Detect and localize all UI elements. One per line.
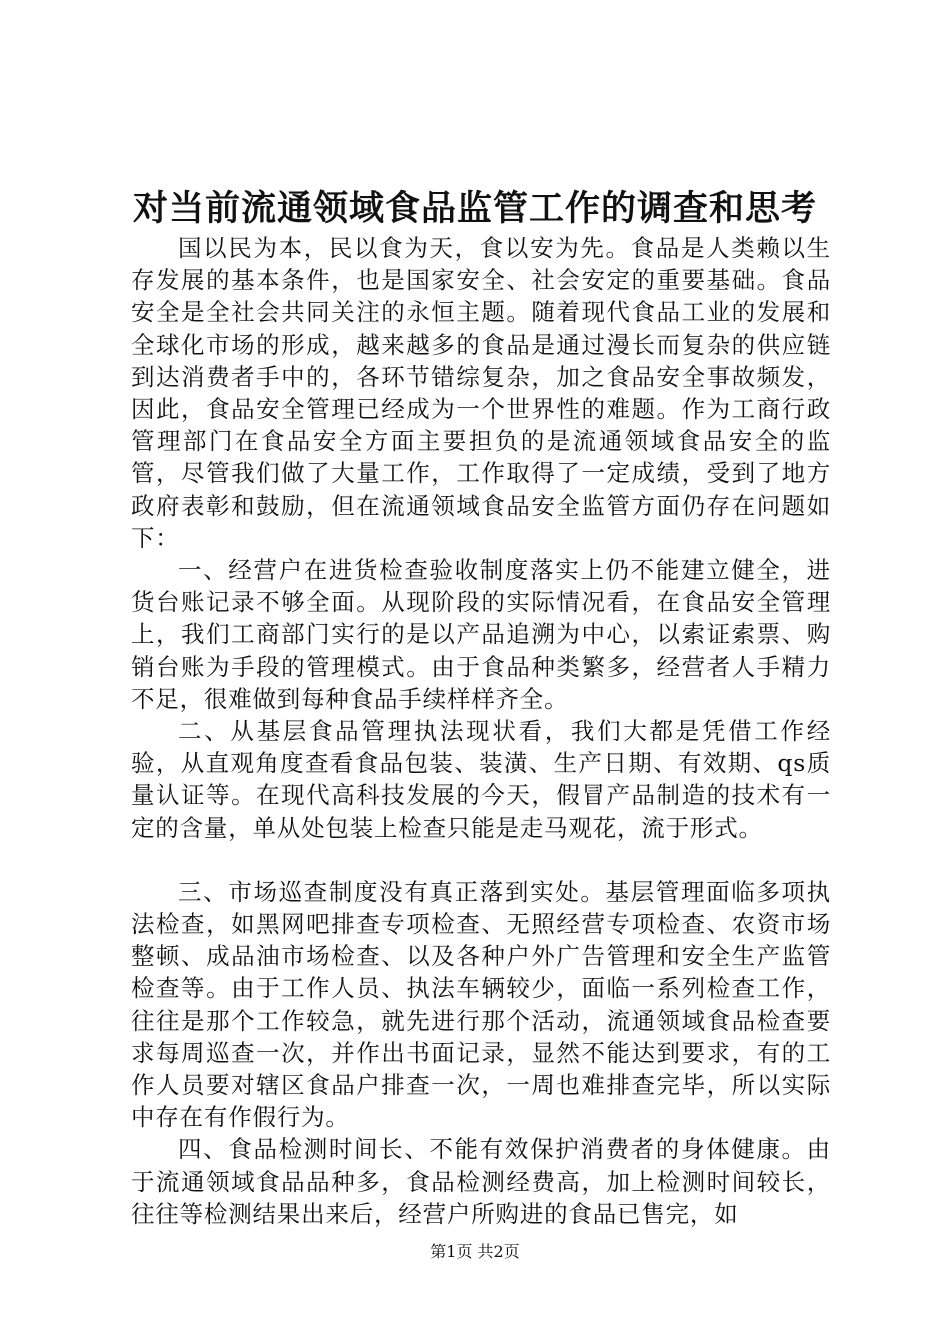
paragraph-intro: 国以民为本，民以食为天，食以安为先。食品是人类赖以生存发展的基本条件，也是国家安全、社会安定的重要基础。食品安全是全社会共同关注的永恒主题。随着现代食品工业的发展和全球化市场的形成，越来越多的食品是通过漫长而复杂的供应链到达消费者手中的，各环节错综复杂，加之食品安全事故频发，因此，食品安全管理已经成为一个世界性的难题。作为工商行政管理部门在食品安全方面主要担负的是流通领域食品安全的监管，尽管我们做了大量工作，工作取得了一定成绩，受到了地方政府表彰和鼓励，但在流通领域食品安全监管方面仍存在问题如下： <box>131 234 831 552</box>
paragraph-point-4: 四、食品检测时间长、不能有效保护消费者的身体健康。由于流通领域食品品种多，食品检测经费高，加上检测时间较长，往往等检测结果出来后，经营户所购进的食品已售完，如 <box>131 1135 831 1228</box>
paragraph-point-1: 一、经营户在进货检查验收制度落实上仍不能建立健全，进货台账记录不够全面。从现阶段的实际情况看，在食品安全管理上，我们工商部门实行的是以产品追溯为中心，以索证索票、购销台账为手段的管理模式。由于食品种类繁多，经营者人手精力不足，很难做到每种食品手续样样齐全。 <box>131 556 831 713</box>
page-footer: 第1页 共2页 <box>430 1242 520 1261</box>
document-title: 对当前流通领域食品监管工作的调查和思考 <box>132 188 817 229</box>
paragraph-spacer <box>131 844 831 876</box>
paragraph-point-2: 二、从基层食品管理执法现状看，我们大都是凭借工作经验，从直观角度查看食品包装、装潢、生产日期、有效期、qs质量认证等。在现代高科技发展的今天，假冒产品制造的技术有一定的含量，单从处包装上检查只能是走马观花，流于形式。 <box>131 717 831 842</box>
paragraph-point-3: 三、市场巡查制度没有真正落到实处。基层管理面临多项执法检查，如黑网吧排查专项检查、无照经营专项检查、农资市场整顿、成品油市场检查、以及各种户外广告管理和安全生产监管检查等。由于工作人员、执法车辆较少，面临一系列检查工作，往往是那个工作较急，就先进行那个活动，流通领域食品检查要求每周巡查一次，并作出书面记录，显然不能达到要求，有的工作人员要对辖区食品户排查一次，一周也难排查完毕，所以实际中存在有作假行为。 <box>131 877 831 1132</box>
document-body <box>131 232 831 1230</box>
